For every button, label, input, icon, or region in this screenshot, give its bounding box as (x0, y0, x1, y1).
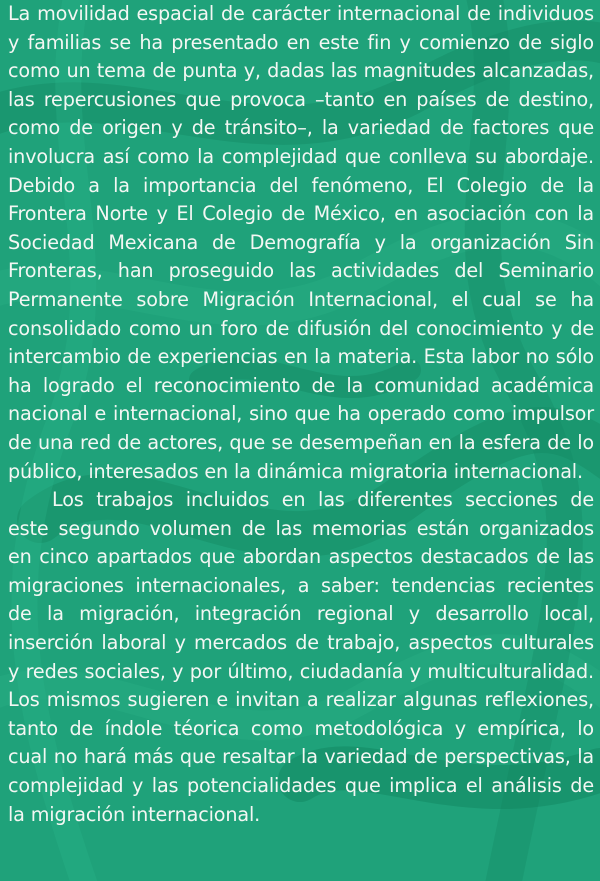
paragraph-1: La movilidad espacial de carácter internacional de individuos y familias se ha presentado en este fin y comienzo de siglo como un tema de punta y, dadas las magnitudes alcanzadas, las repercusiones que provoca –tanto en países de destino, como de origen y de tránsito–, la variedad de factores que involucra así como la complejidad que conlleva su abordaje. Debido a la importancia del fenómeno, El Colegio de la Frontera Norte y El Colegio de México, en asociación con la Sociedad Mexicana de Demografía y la organización Sin Fronteras, han proseguido las actividades del Seminario Permanente sobre Migración Internacional, el cual se ha consolidado como un foro de difusión del conocimiento y de intercambio de experiencias en la materia. Esta labor no sólo ha logrado el reconocimiento de la comunidad académica nacional e internacional, sino que ha operado como impulsor de una red de actores, que se desempeñan en la esfera de lo público, interesados en la dinámica migratoria internacional. (8, 2, 594, 483)
body-text (8, 0, 594, 829)
paragraph-2: Los trabajos incluidos en las diferentes secciones de este segundo volumen de las memorias están organizados en cinco apartados que abordan aspectos destacados de las migraciones internacionales, a saber: tendencias recientes de la migración, integración regional y desarrollo local, inserción laboral y mercados de trabajo, aspectos culturales y redes sociales, y por último, ciudadanía y multiculturalidad. Los mismos sugieren e invitan a realizar algunas reflexiones, tanto de índole téorica como metodológica y empírica, lo cual no hará más que resaltar la variedad de perspectivas, la complejidad y las potencialidades que implica el análisis de la migración internacional. (8, 488, 594, 826)
